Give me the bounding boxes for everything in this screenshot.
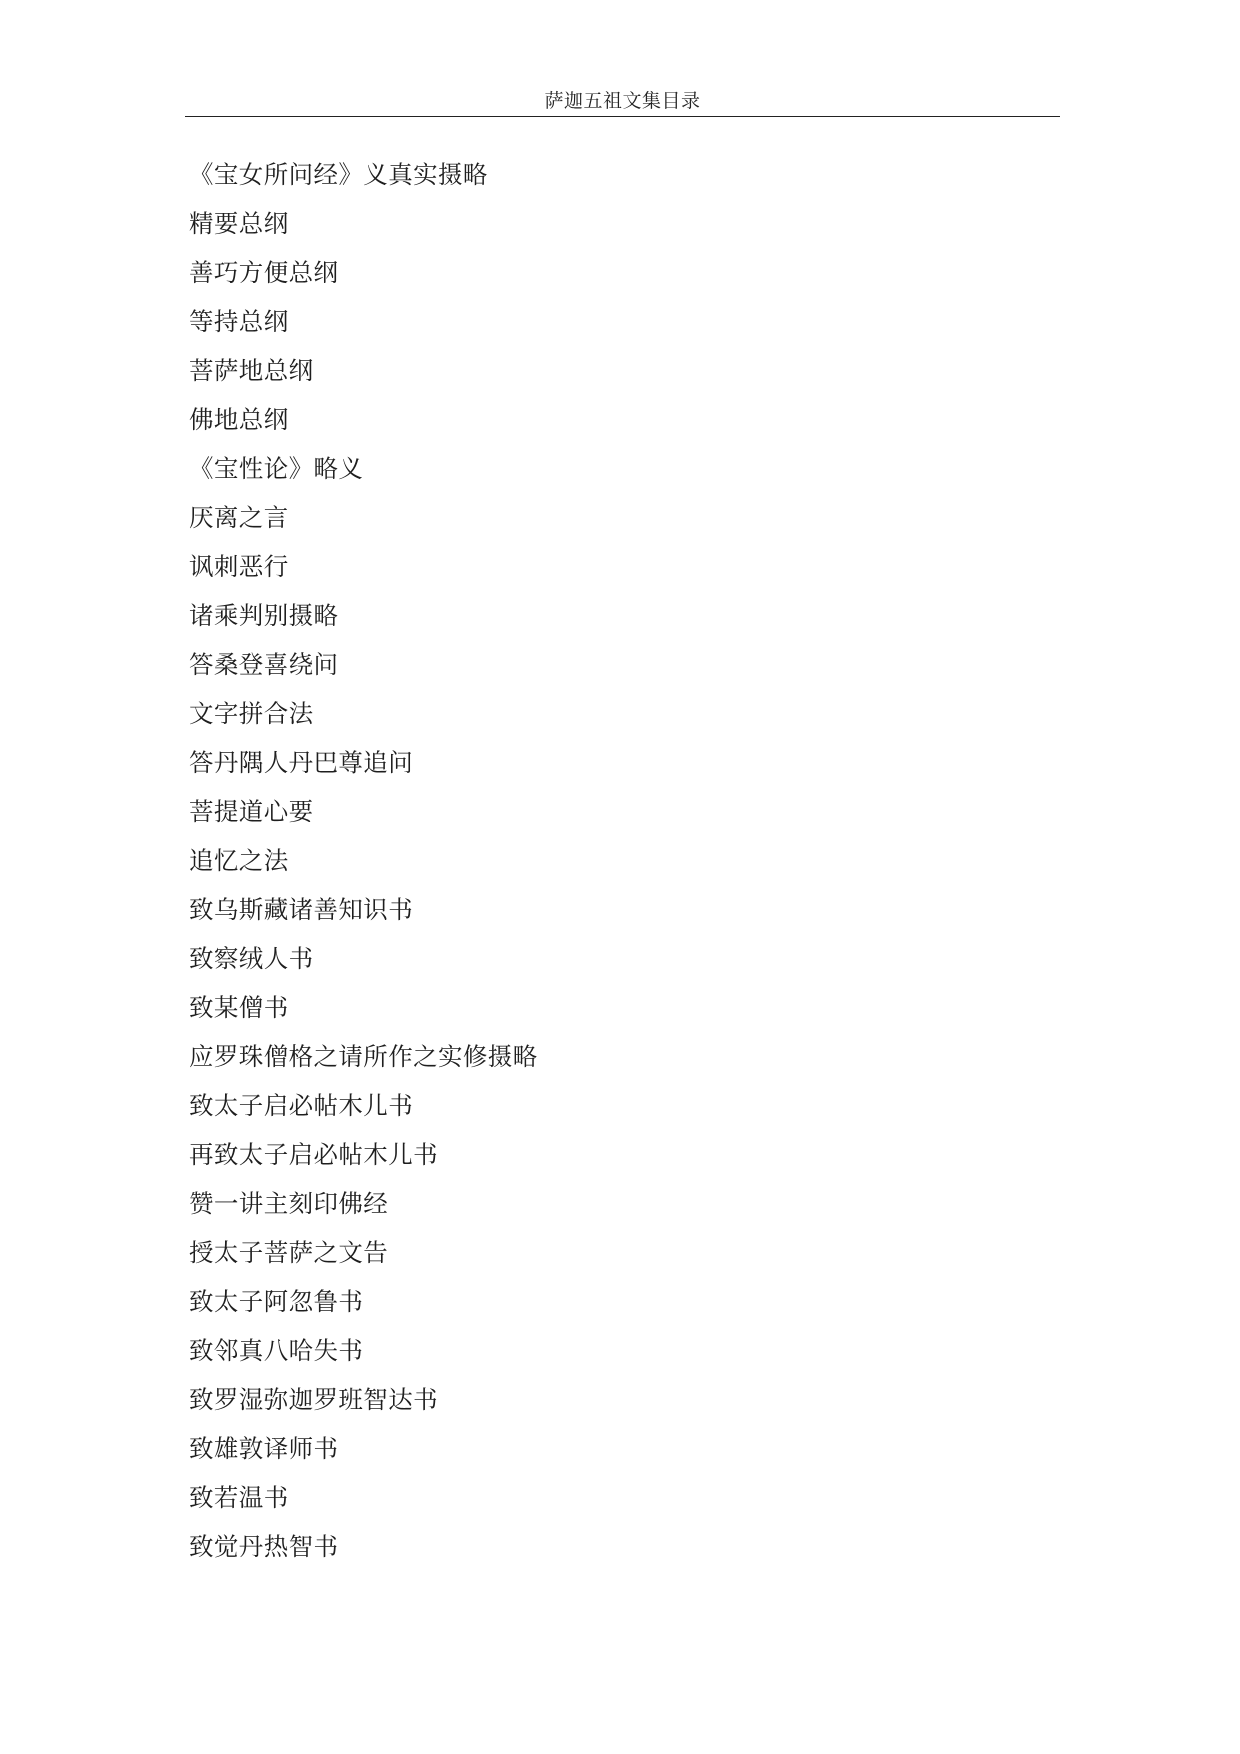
toc-entry: 致太子启必帖木儿书 — [189, 1091, 414, 1120]
toc-entry: 精要总纲 — [189, 209, 289, 238]
running-header-title: 萨迦五祖文集目录 — [544, 90, 701, 112]
toc-entry: 致罗湿弥迦罗班智达书 — [189, 1385, 438, 1414]
toc-entry: 文字拼合法 — [189, 699, 314, 728]
toc-entry: 致雄敦译师书 — [189, 1434, 339, 1463]
toc-entry: 赞一讲主刻印佛经 — [189, 1189, 389, 1218]
toc-entry: 等持总纲 — [189, 307, 289, 336]
toc-entry: 再致太子启必帖木儿书 — [189, 1140, 438, 1169]
toc-entry: 授太子菩萨之文告 — [189, 1238, 389, 1267]
toc-entry: 菩提道心要 — [189, 797, 314, 826]
toc-entry: 致太子阿忽鲁书 — [189, 1287, 364, 1316]
toc-entry: 应罗珠僧格之请所作之实修摄略 — [189, 1042, 538, 1071]
toc-entry: 致某僧书 — [189, 993, 289, 1022]
toc-entry: 答桑登喜绕问 — [189, 650, 339, 679]
table-of-contents — [189, 150, 1049, 1571]
toc-entry: 菩萨地总纲 — [189, 356, 314, 385]
toc-entry: 致觉丹热智书 — [189, 1532, 339, 1561]
toc-entry: 追忆之法 — [189, 846, 289, 875]
toc-entry: 诸乘判别摄略 — [189, 601, 339, 630]
toc-entry: 致察绒人书 — [189, 944, 314, 973]
toc-entry: 佛地总纲 — [189, 405, 289, 434]
toc-entry: 《宝性论》略义 — [189, 454, 364, 483]
toc-entry: 讽刺恶行 — [189, 552, 289, 581]
toc-entry: 善巧方便总纲 — [189, 258, 339, 287]
toc-entry: 致若温书 — [189, 1483, 289, 1512]
toc-entry: 厌离之言 — [189, 503, 289, 532]
toc-entry: 《宝女所问经》义真实摄略 — [189, 160, 488, 189]
toc-entry: 答丹隅人丹巴尊追问 — [189, 748, 414, 777]
header-divider — [185, 116, 1060, 117]
toc-entry: 致邻真八哈失书 — [189, 1336, 364, 1365]
toc-entry: 致乌斯藏诸善知识书 — [189, 895, 414, 924]
